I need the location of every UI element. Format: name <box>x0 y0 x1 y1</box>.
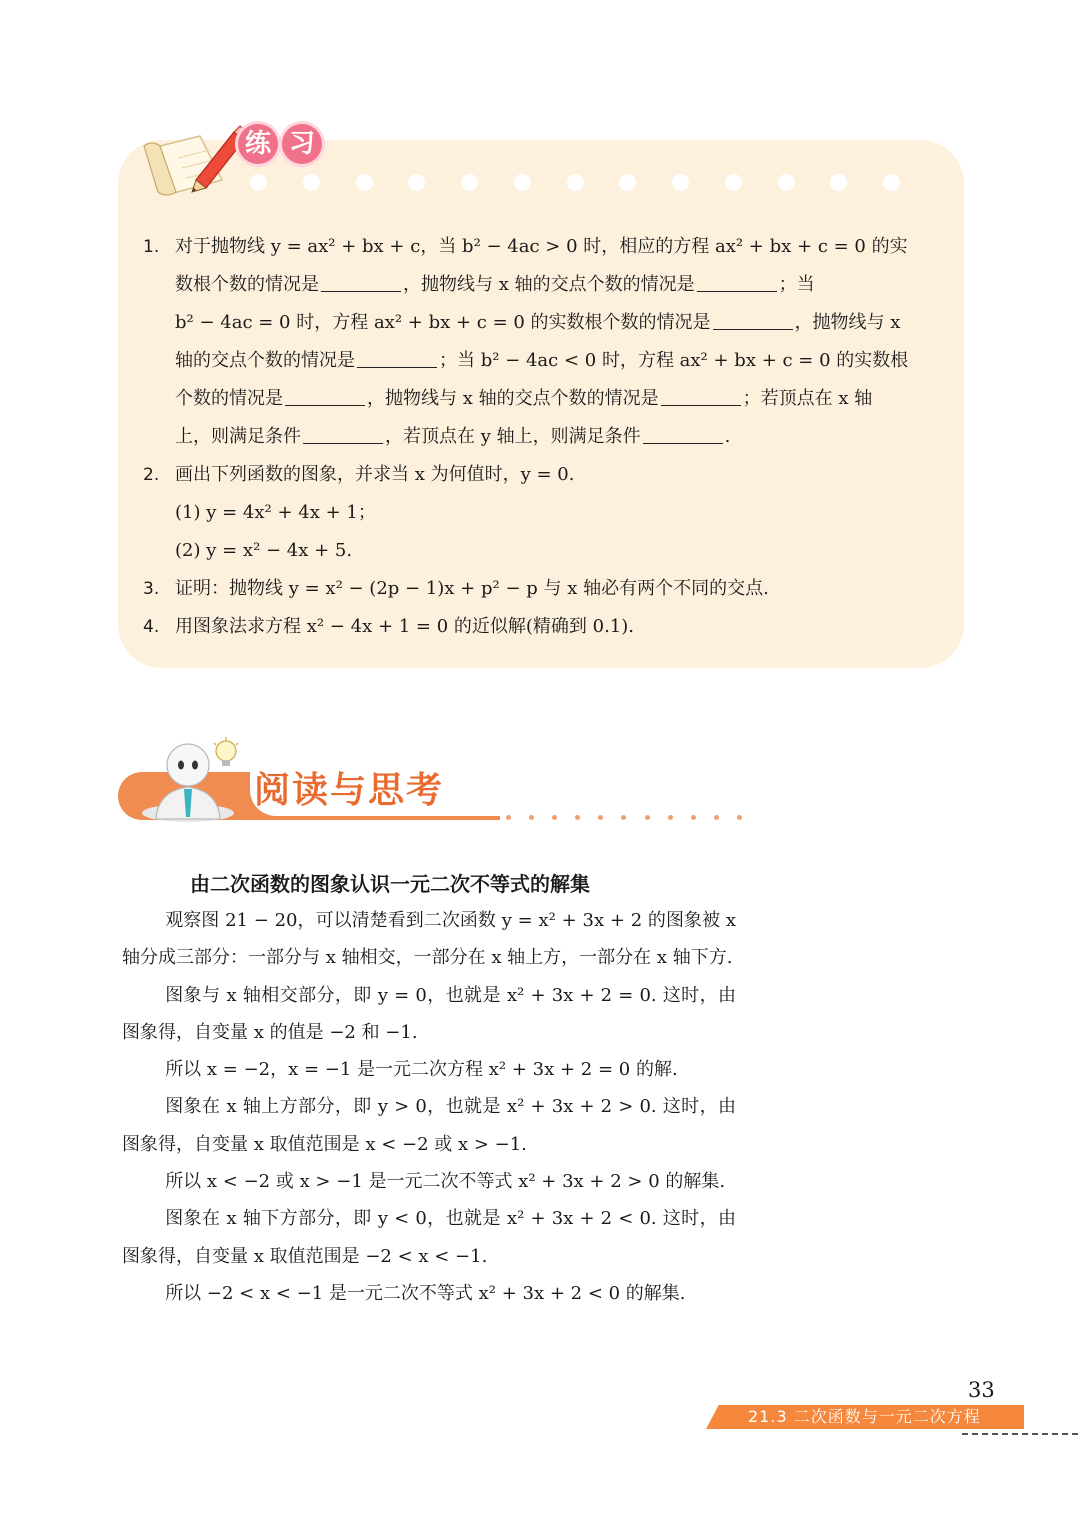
question-3 <box>143 570 943 608</box>
pencil-paper-icon <box>130 118 255 198</box>
question-text: 对于抛物线 y = ax² + bx + c，当 b² − 4ac > 0 时，相应的方程 ax² + bx + c = 0 的实 数根个数的情况是 ，抛物线与 x 轴的交点个数的情况是 ；当 b² − 4ac = 0 时，方程 ax² + bx + c = 0 的实数根个数的情况是 ，抛物线与 x 轴的交点个数的情况是 ；当 b² − 4ac < 0 时，方程 ax² + bx + c = 0 的实数根 个数的情况是 ，抛物线与 x 轴的交点个数的情况是 ；若顶点在 x 轴 上，则满足条件 ，若顶点在 y 轴上，则满足条件 . <box>175 236 909 447</box>
reading-paragraph: 图象与 x 轴相交部分，即 y = 0，也就是 x² + 3x + 2 = 0. 这时，由图象得，自变量 x 的值是 −2 和 −1. <box>122 984 736 1043</box>
answer-blank <box>321 271 401 292</box>
practice-badge-char: 练 <box>238 124 278 164</box>
reading-paragraph: 图象在 x 轴下方部分，即 y < 0，也就是 x² + 3x + 2 < 0. 这时，由图象得，自变量 x 取值范围是 −2 < x < −1. <box>122 1208 736 1267</box>
answer-blank <box>661 385 741 406</box>
question-text: 画出下列函数的图象，并求当 x 为何值时，y = 0. <box>175 464 575 485</box>
question-text: 证明：抛物线 y = x² − (2p − 1)x + p² − p 与 x 轴必有两个不同的交点. <box>175 578 769 599</box>
practice-content <box>143 228 943 646</box>
reading-paragraph: 所以 x = −2，x = −1 是一元二次方程 x² + 3x + 2 = 0 的解. <box>165 1059 678 1081</box>
page-number: 33 <box>968 1378 995 1402</box>
answer-blank <box>643 423 723 444</box>
question-2 <box>143 456 943 494</box>
answer-blank <box>285 385 365 406</box>
chapter-label: 21.3 二次函数与一元二次方程 <box>748 1407 981 1426</box>
answer-blank <box>713 309 793 330</box>
question-1 <box>143 228 943 456</box>
footer-divider <box>962 1433 1078 1435</box>
answer-blank <box>697 271 777 292</box>
reading-section-title: 阅读与思考 <box>254 770 445 811</box>
question-text: 用图象法求方程 x² − 4x + 1 = 0 的近似解(精确到 0.1). <box>175 616 635 637</box>
thinking-figure-icon <box>138 735 248 823</box>
sub-question: (1) y = 4x² + 4x + 1； <box>175 502 376 523</box>
reading-paragraph: 观察图 21 − 20，可以清楚看到二次函数 y = x² + 3x + 2 的图象被 x 轴分成三部分：一部分与 x 轴相交，一部分在 x 轴上方，一部分在 x 轴下方. <box>122 910 736 969</box>
reading-paragraph: 所以 x < −2 或 x > −1 是一元二次不等式 x² + 3x + 2 > 0 的解集. <box>165 1171 726 1193</box>
answer-blank <box>357 347 437 368</box>
practice-dots <box>250 174 900 192</box>
sub-question: (2) y = x² − 4x + 5. <box>175 540 353 561</box>
answer-blank <box>303 423 383 444</box>
question-number: 3. <box>143 579 160 599</box>
reading-title: 由二次函数的图象认识一元二次不等式的解集 <box>190 872 590 896</box>
question-number: 4. <box>143 617 160 637</box>
reading-dots <box>506 815 742 821</box>
reading-paragraph: 所以 −2 < x < −1 是一元二次不等式 x² + 3x + 2 < 0 的解集. <box>165 1282 686 1304</box>
question-number: 1. <box>143 237 160 257</box>
practice-badge-char: 习 <box>282 124 322 164</box>
reading-body <box>122 902 736 1312</box>
question-4 <box>143 608 943 646</box>
question-number: 2. <box>143 465 160 485</box>
reading-paragraph: 图象在 x 轴上方部分，即 y > 0，也就是 x² + 3x + 2 > 0. 这时，由图象得，自变量 x 取值范围是 x < −2 或 x > −1. <box>122 1096 736 1155</box>
